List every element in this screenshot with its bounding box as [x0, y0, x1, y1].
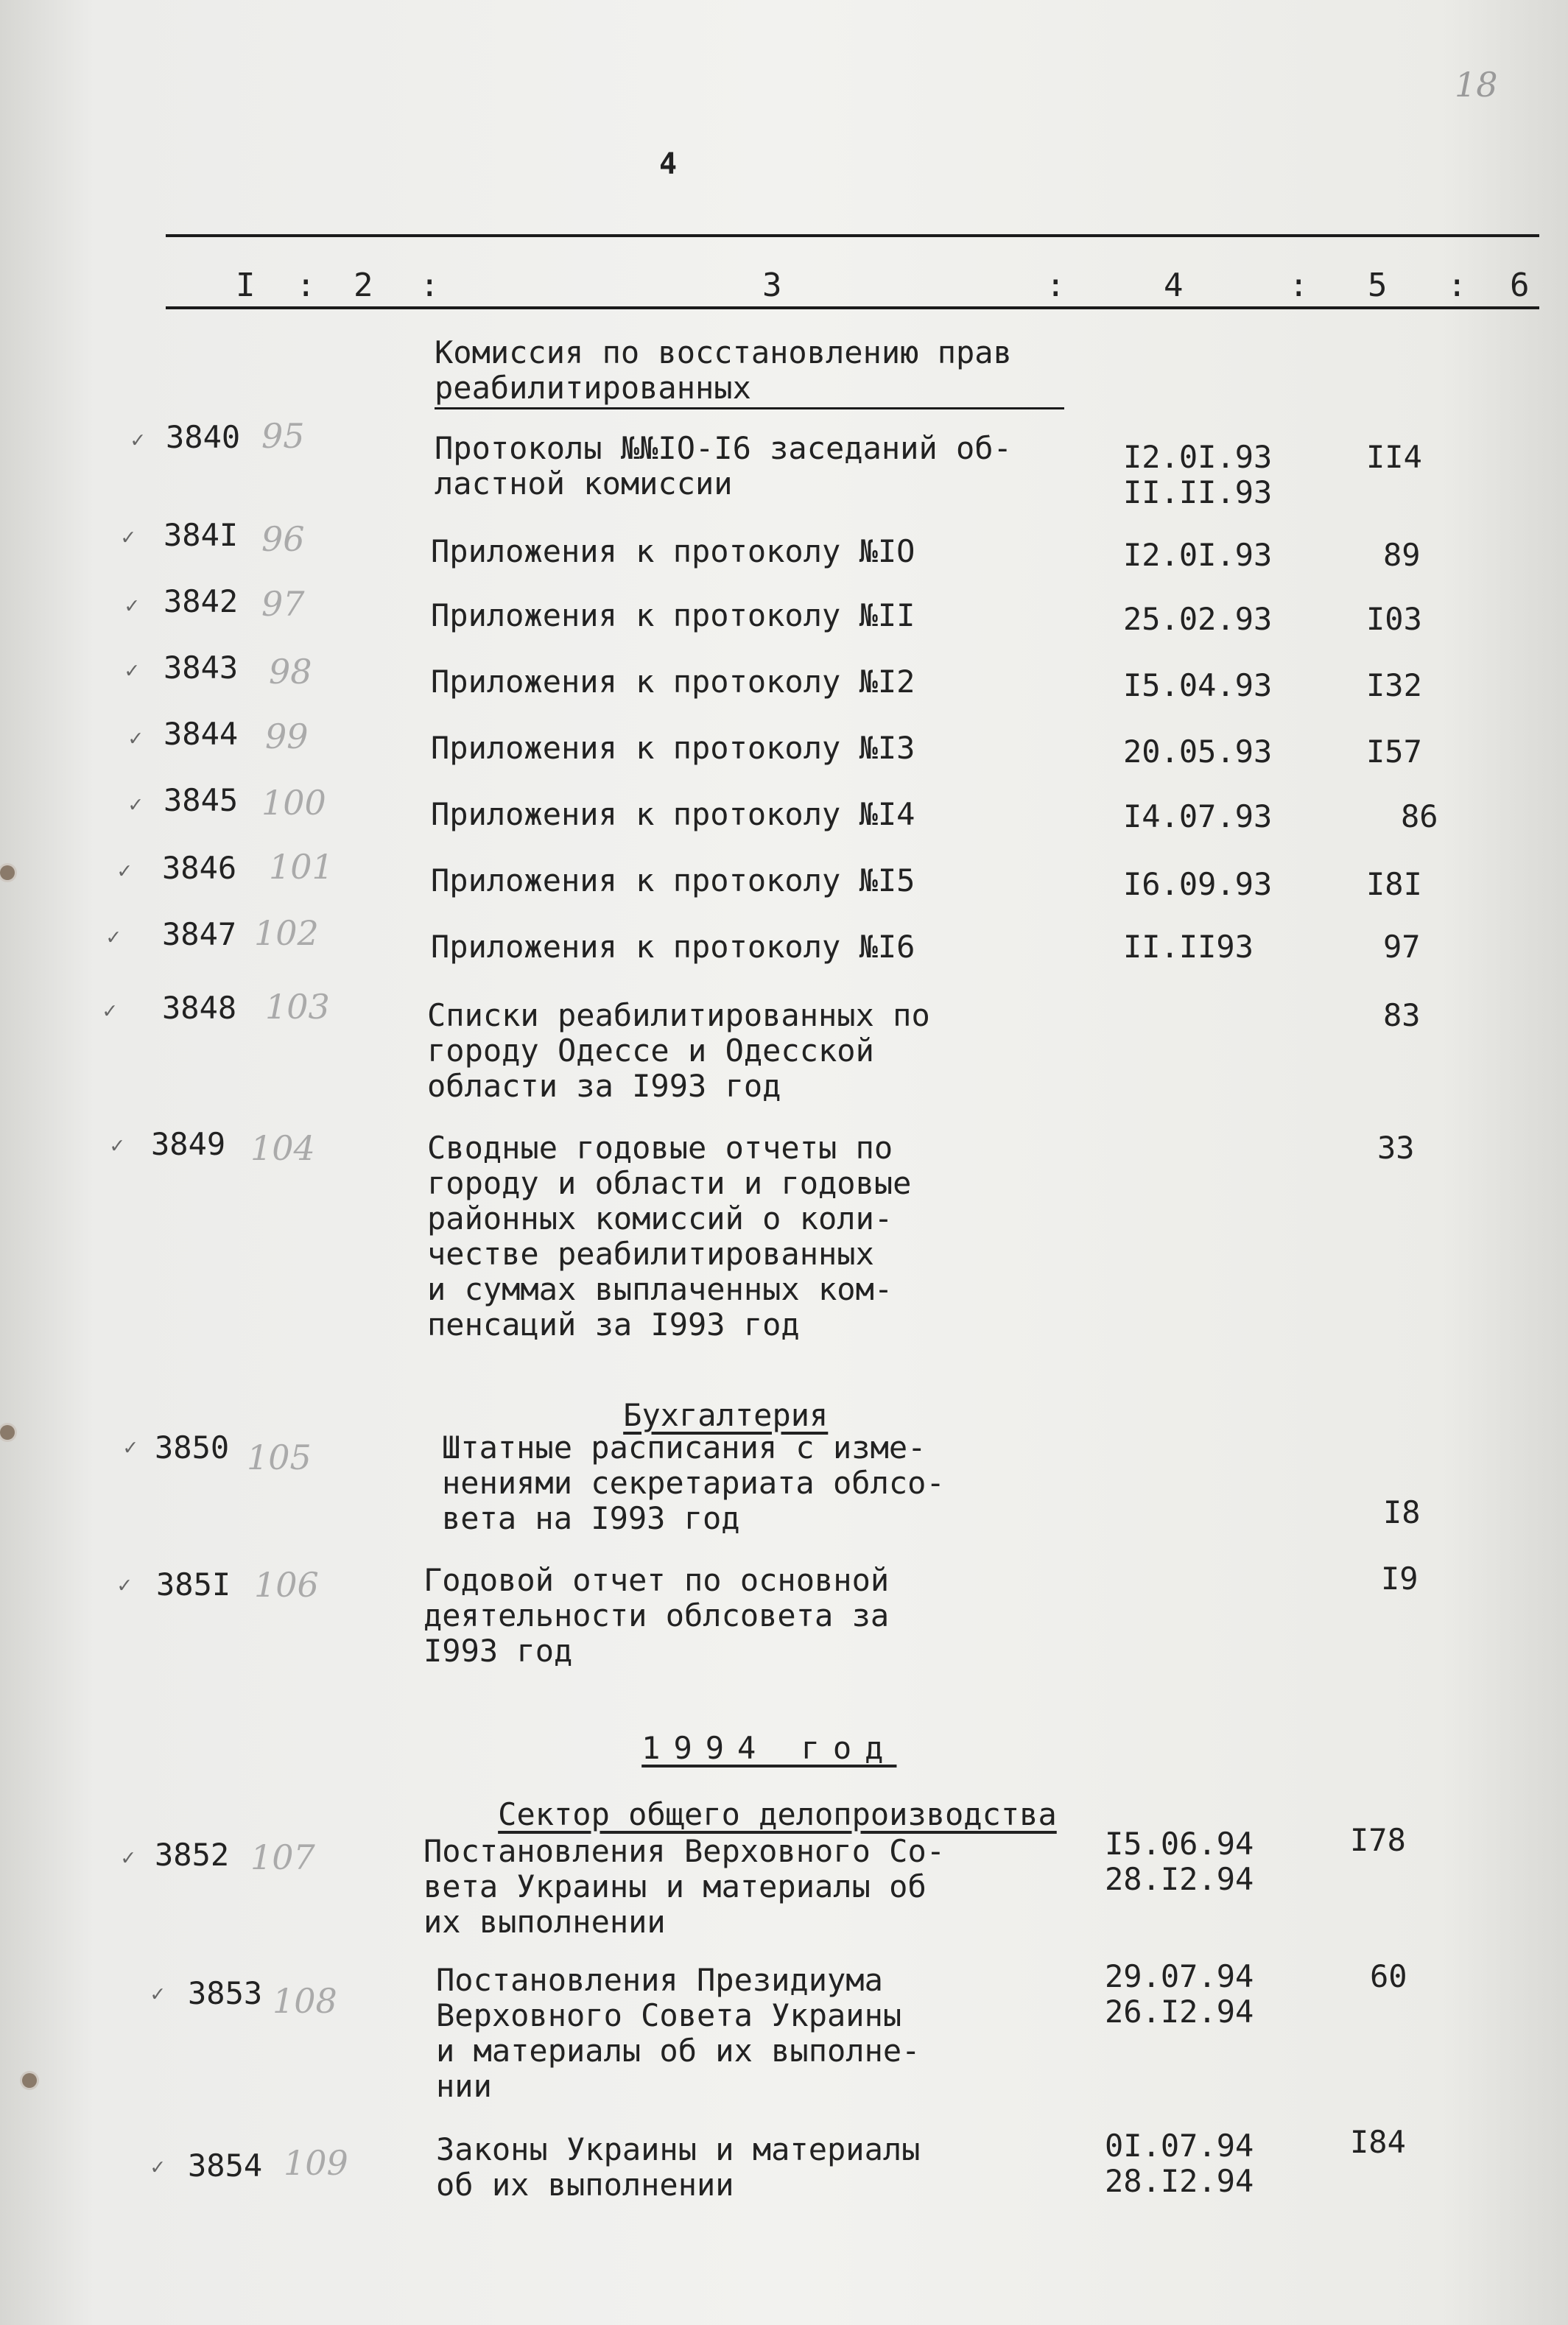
check-mark: ✓ [118, 1572, 132, 1598]
row-number: 3849 [151, 1126, 226, 1162]
row-sheets: I8 [1383, 1494, 1421, 1530]
row-dates: I5.04.93 [1123, 667, 1273, 703]
folio-number: 102 [254, 913, 319, 953]
row-dates: I4.07.93 [1123, 798, 1273, 834]
row-sheets: 97 [1383, 929, 1421, 965]
row-title: Приложения к протоколу №I6 [431, 929, 915, 965]
folio-number: 98 [269, 652, 312, 692]
check-mark: ✓ [131, 427, 145, 453]
row-title: Приложения к протоколу №IO [431, 533, 915, 569]
row-sheets: 83 [1383, 997, 1421, 1033]
section-underline [435, 407, 1064, 409]
column-2-heading: 2 [354, 267, 373, 304]
check-mark: ✓ [151, 1981, 165, 2007]
row-dates: I2.0I.93 II.II.93 [1123, 439, 1273, 510]
row-dates: 20.05.93 [1123, 734, 1273, 770]
column-5-heading: 5 [1368, 267, 1388, 304]
row-title: Протоколы №№IO-I6 заседаний об- ластной комиссии [435, 430, 1012, 502]
row-title: Штатные расписания с изме- нениями секретариата облсо- вета на I993 год [442, 1429, 945, 1536]
section-heading-text: Бухгалтерия [623, 1397, 829, 1433]
row-sheets: I32 [1366, 667, 1422, 703]
folio-number: 109 [284, 2143, 348, 2183]
column-sep: : [296, 267, 316, 304]
header-rule-bottom [166, 306, 1539, 309]
row-sheets: 89 [1383, 537, 1421, 573]
row-dates: 25.02.93 [1123, 601, 1273, 637]
row-title: Годовой отчет по основной деятельности облсовета за I993 год [423, 1562, 890, 1669]
row-title: Приложения к протоколу №I5 [431, 862, 915, 898]
row-number: 3854 [188, 2148, 263, 2184]
folio-number: 100 [261, 783, 326, 823]
column-sep: : [420, 267, 440, 304]
row-title: Законы Украины и материалы об их выполнении [436, 2131, 921, 2203]
folio-number: 101 [269, 847, 334, 887]
row-sheets: I8I [1366, 866, 1422, 902]
check-mark: ✓ [122, 524, 136, 550]
header-rule-top [166, 234, 1539, 237]
column-sep: : [1447, 267, 1467, 304]
column-3-heading: 3 [762, 267, 782, 304]
row-title: Приложения к протоколу №I3 [431, 730, 915, 766]
row-sheets: 33 [1377, 1130, 1415, 1166]
section-heading-text: Комиссия по восстановлению прав реабилитированных [435, 334, 1012, 406]
check-mark: ✓ [107, 924, 121, 950]
check-mark: ✓ [110, 1133, 124, 1158]
check-mark: ✓ [124, 1435, 138, 1460]
row-sheets: I9 [1381, 1561, 1418, 1597]
column-sep: : [1046, 267, 1066, 304]
check-mark: ✓ [125, 658, 139, 683]
column-6-heading: 6 [1510, 267, 1530, 304]
row-sheets: 60 [1370, 1958, 1407, 1994]
row-dates: I6.09.93 [1123, 866, 1273, 902]
folio-number: 99 [265, 717, 309, 756]
row-number: 3847 [162, 916, 237, 952]
corner-annotation: 18 [1455, 65, 1498, 105]
row-number: 3852 [155, 1837, 230, 1873]
row-number: 3842 [164, 583, 239, 619]
folio-number: 108 [273, 1981, 337, 2021]
row-dates: I2.0I.93 [1123, 537, 1273, 573]
row-dates: 29.07.94 26.I2.94 [1105, 1958, 1254, 2030]
row-sheets: 86 [1401, 798, 1438, 834]
row-number: 384I [164, 517, 239, 553]
year-heading-text: 1994 год [641, 1730, 897, 1766]
row-title: Приложения к протоколу №I4 [431, 796, 915, 832]
check-mark: ✓ [122, 1845, 136, 1871]
folio-number: 104 [250, 1128, 315, 1168]
section-heading-commission [435, 335, 1083, 406]
row-title: Постановления Президиума Верховного Совета Украины и материалы об их выполне- нии [436, 1962, 921, 2104]
check-mark: ✓ [129, 725, 143, 751]
row-sheets: I57 [1366, 734, 1422, 770]
row-title: Постановления Верховного Со- вета Украины и материалы об их выполнении [423, 1833, 946, 1940]
row-dates: 0I.07.94 28.I2.94 [1105, 2128, 1254, 2199]
row-sheets: I03 [1366, 601, 1422, 637]
row-number: 3850 [155, 1429, 230, 1466]
row-title: Сводные годовые отчеты по городу и области и годовые районных комиссий о коли- честве реабилитированных и суммах выплаченных ком- пенсаций за I993 год [427, 1130, 912, 1343]
column-sep: : [1289, 267, 1309, 304]
folio-number: 95 [261, 416, 305, 456]
column-1-heading: I [236, 267, 256, 304]
folio-number: 105 [247, 1438, 312, 1477]
row-number: 385I [156, 1566, 231, 1603]
page-number: 4 [659, 147, 678, 181]
check-mark: ✓ [129, 792, 143, 817]
row-number: 3848 [162, 990, 237, 1026]
row-number: 3853 [188, 1975, 263, 2011]
row-dates: I5.06.94 28.I2.94 [1105, 1826, 1254, 1897]
folio-number: 97 [261, 584, 305, 624]
row-sheets: I84 [1350, 2124, 1406, 2160]
binder-hole [22, 2073, 37, 2088]
binder-hole [0, 865, 15, 880]
row-dates: II.II93 [1123, 929, 1254, 965]
row-number: 3846 [162, 850, 237, 886]
check-mark: ✓ [103, 998, 117, 1024]
folio-number: 107 [250, 1837, 315, 1877]
section-heading-text: Сектор общего делопроизводства [498, 1796, 1057, 1832]
check-mark: ✓ [151, 2154, 165, 2180]
column-4-heading: 4 [1164, 267, 1184, 304]
row-title: Приложения к протоколу №II [431, 597, 915, 633]
row-number: 3844 [164, 716, 239, 752]
check-mark: ✓ [118, 858, 132, 884]
check-mark: ✓ [125, 593, 139, 619]
folio-number: 106 [254, 1565, 319, 1605]
row-number: 3843 [164, 650, 239, 686]
row-title: Приложения к протоколу №I2 [431, 664, 915, 700]
row-sheets: I78 [1350, 1822, 1406, 1858]
folio-number: 103 [265, 987, 330, 1027]
folio-number: 96 [261, 519, 305, 559]
row-sheets: II4 [1366, 439, 1422, 475]
row-number: 3845 [164, 782, 239, 818]
binder-hole [0, 1425, 15, 1440]
row-title: Списки реабилитированных по городу Одессе и Одесской области за I993 год [427, 997, 930, 1104]
row-number: 3840 [166, 419, 241, 455]
